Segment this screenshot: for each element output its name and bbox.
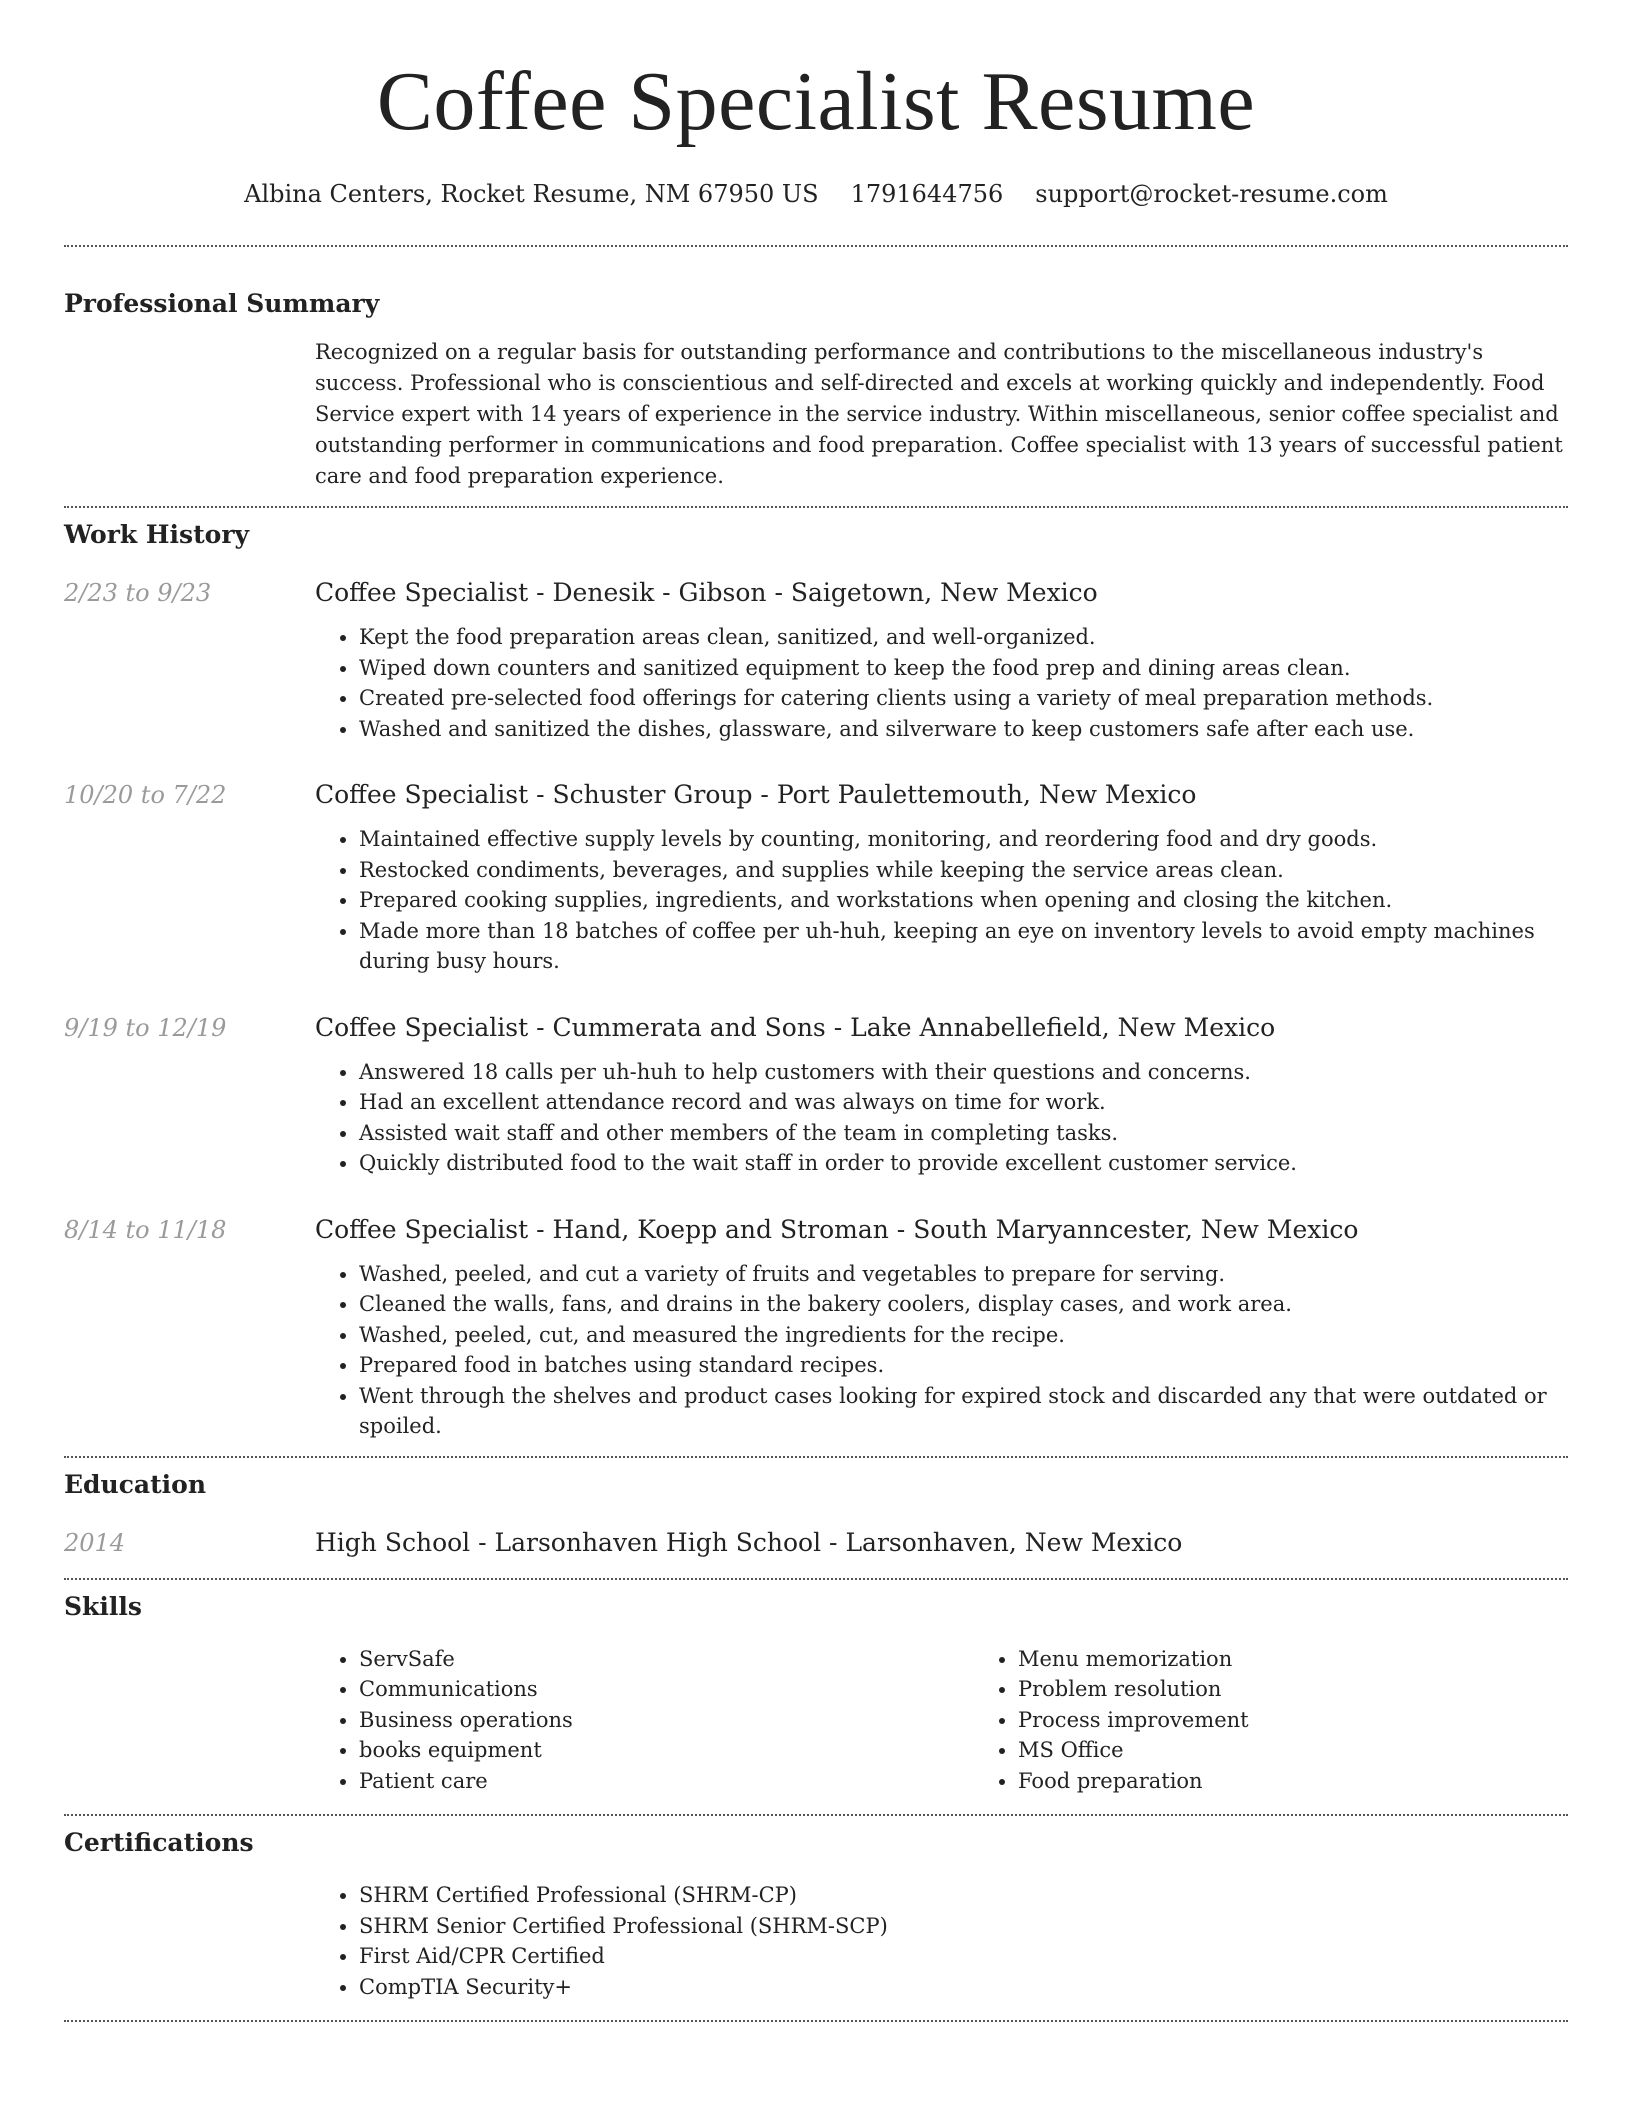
job-body — [315, 1011, 1568, 1179]
job-title: Coffee Specialist - Denesik - Gibson - Saigetown, New Mexico — [315, 578, 1098, 607]
job-bullet: • Created pre-selected food offerings for catering clients using a variety of meal preparation methods. — [359, 683, 1568, 714]
job-title: Coffee Specialist - Hand, Koepp and Stroman - South Maryanncester, New Mexico — [315, 1214, 1359, 1244]
job-bullet: • Answered 18 calls per uh-huh to help customers with their questions and concerns. — [359, 1057, 1568, 1088]
summary-block — [64, 337, 1568, 492]
section-divider — [64, 2020, 1568, 2022]
job-bullet: • Wiped down counters and sanitized equipment to keep the food prep and dining areas clean. — [359, 653, 1568, 684]
job-bullets — [315, 1259, 1568, 1442]
certification-item: • SHRM Senior Certified Professional (SHRM-SCP) — [359, 1911, 1568, 1942]
contact-address: Albina Centers, Rocket Resume, NM 67950 US — [244, 180, 819, 208]
job-entry — [64, 1213, 1568, 1442]
skill-item: • Business operations — [359, 1705, 974, 1736]
summary-text: Recognized on a regular basis for outstanding performance and contributions to the miscellaneous industry's success. Professional who is conscientious and self-directed and excels at working quickly and independently. Food Service expert with 14 years of experience in the service industry. Within miscellaneous, senior coffee specialist and outstanding performer in communications and food preparation. Coffee specialist with 13 years of successful patient care and food preparation experience. — [315, 340, 1563, 488]
skill-item: • Food preparation — [1018, 1766, 1249, 1797]
summary-heading: Professional Summary — [64, 289, 380, 318]
job-bullet: • Went through the shelves and product cases looking for expired stock and discarded any that were outdated or spoiled. — [359, 1381, 1568, 1442]
job-bullet: • Cleaned the walls, fans, and drains in the bakery coolers, display cases, and work area. — [359, 1289, 1568, 1320]
certifications-list — [64, 1880, 1568, 2002]
skill-item: • ServSafe — [359, 1644, 974, 1675]
work-history-heading: Work History — [64, 520, 250, 549]
section-divider — [64, 245, 1568, 247]
job-entry — [64, 576, 1568, 744]
education-entry — [64, 1526, 1568, 1560]
job-bullet: • Made more than 18 batches of coffee per uh-huh, keeping an eye on inventory levels to avoid empty machines during busy hours. — [359, 916, 1568, 977]
job-bullet: • Washed, peeled, and cut a variety of fruits and vegetables to prepare for serving. — [359, 1259, 1568, 1290]
job-dates: 9/19 to 12/19 — [64, 1013, 227, 1042]
skill-item: • Process improvement — [1018, 1705, 1249, 1736]
skill-item: • MS Office — [1018, 1735, 1249, 1766]
job-bullet: • Had an excellent attendance record and was always on time for work. — [359, 1087, 1568, 1118]
job-body — [315, 576, 1568, 744]
contact-line — [64, 178, 1568, 210]
skills-heading: Skills — [64, 1591, 142, 1621]
job-body — [315, 1213, 1568, 1442]
contact-phone: 1791644756 — [850, 180, 1004, 208]
skill-item: • Patient care — [359, 1766, 974, 1797]
job-bullet: • Prepared food in batches using standard recipes. — [359, 1350, 1568, 1381]
skills-list — [64, 1644, 1568, 1797]
certification-item: • First Aid/CPR Certified — [359, 1941, 1568, 1972]
education-year: 2014 — [64, 1528, 126, 1557]
job-dates: 8/14 to 11/18 — [64, 1215, 227, 1244]
job-entry — [64, 778, 1568, 977]
skills-column-right — [974, 1644, 1249, 1797]
job-dates: 10/20 to 7/22 — [64, 781, 227, 809]
job-title: Coffee Specialist - Cummerata and Sons - Lake Annabellefield, New Mexico — [315, 1012, 1276, 1042]
section-divider — [64, 1814, 1568, 1816]
job-bullet: • Assisted wait staff and other members of the team in completing tasks. — [359, 1118, 1568, 1149]
skill-item: • Menu memorization — [1018, 1644, 1249, 1675]
job-bullet: • Restocked condiments, beverages, and supplies while keeping the service areas clean. — [359, 855, 1568, 886]
job-entry — [64, 1011, 1568, 1179]
job-bullet: • Maintained effective supply levels by counting, monitoring, and reordering food and dry goods. — [359, 824, 1568, 855]
job-bullet: • Kept the food preparation areas clean, sanitized, and well-organized. — [359, 622, 1568, 653]
certifications-items — [315, 1880, 1568, 2002]
skills-column-left — [315, 1644, 974, 1797]
job-body — [315, 778, 1568, 977]
job-title: Coffee Specialist - Schuster Group - Port Paulettemouth, New Mexico — [315, 780, 1197, 809]
job-bullet: • Prepared cooking supplies, ingredients, and workstations when opening and closing the kitchen. — [359, 885, 1568, 916]
job-bullets — [315, 824, 1568, 977]
resume-title: Coffee Specialist Resume — [376, 55, 1256, 148]
certification-item: • SHRM Certified Professional (SHRM-CP) — [359, 1880, 1568, 1911]
job-bullets — [315, 1057, 1568, 1179]
job-bullet: • Washed and sanitized the dishes, glassware, and silverware to keep customers safe after each use. — [359, 714, 1568, 745]
job-bullet: • Quickly distributed food to the wait staff in order to provide excellent customer service. — [359, 1148, 1568, 1179]
certifications-heading: Certifications — [64, 1828, 254, 1857]
skill-item: • books equipment — [359, 1735, 974, 1766]
section-divider — [64, 506, 1568, 508]
education-body — [315, 1526, 1568, 1560]
contact-email[interactable]: support@rocket-resume.com — [1035, 180, 1388, 208]
education-title: High School - Larsonhaven High School - Larsonhaven, New Mexico — [315, 1527, 1183, 1557]
job-bullet: • Washed, peeled, cut, and measured the ingredients for the recipe. — [359, 1320, 1568, 1351]
certification-item: • CompTIA Security+ — [359, 1972, 1568, 2003]
section-divider — [64, 1456, 1568, 1458]
skill-item: • Communications — [359, 1674, 974, 1705]
education-heading: Education — [64, 1469, 207, 1499]
section-divider — [64, 1578, 1568, 1580]
job-dates: 2/23 to 9/23 — [64, 579, 212, 607]
job-bullets — [315, 622, 1568, 744]
skill-item: • Problem resolution — [1018, 1674, 1249, 1705]
